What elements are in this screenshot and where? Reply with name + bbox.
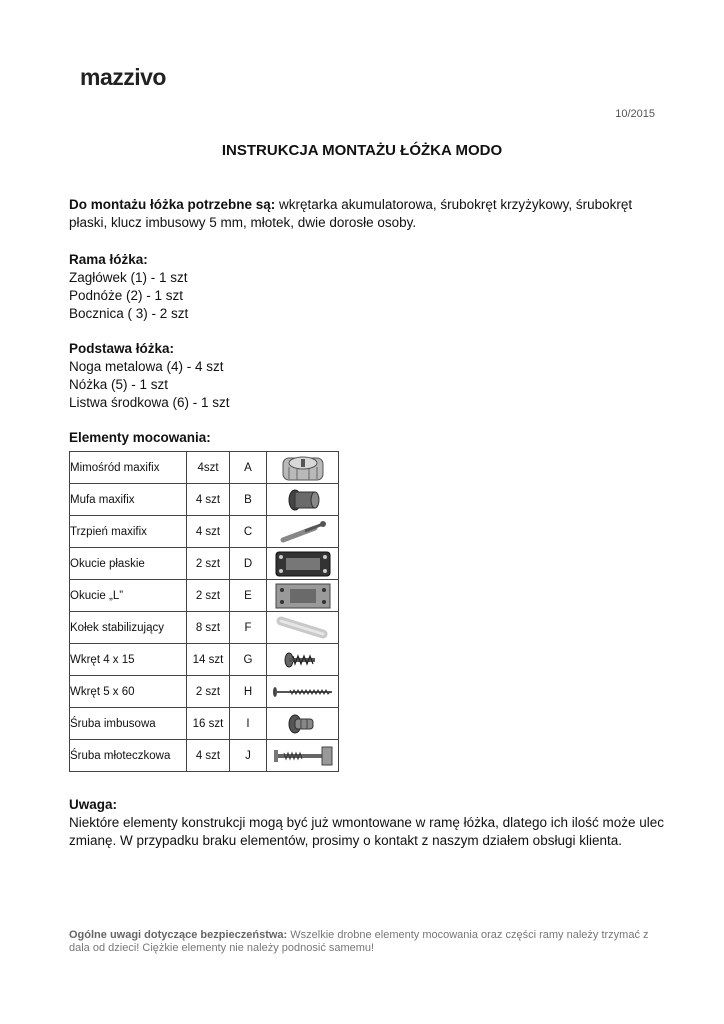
note-section	[69, 796, 669, 850]
part-code: B	[230, 484, 267, 516]
table-row	[70, 612, 339, 644]
short-screw-icon	[275, 648, 331, 672]
frame-section	[69, 251, 188, 323]
hex-bolt-icon	[275, 710, 331, 738]
base-item: Noga metalowa (4) - 4 szt	[69, 359, 224, 374]
brand-logo: mazzivo	[80, 64, 166, 90]
part-image	[267, 644, 339, 676]
part-quantity: 4 szt	[187, 484, 230, 516]
part-image	[267, 484, 339, 516]
part-name: Wkręt 4 x 15	[70, 644, 187, 676]
tools-label: Do montażu łóżka potrzebne są:	[69, 197, 276, 212]
part-code: G	[230, 644, 267, 676]
part-image	[267, 452, 339, 484]
part-image	[267, 676, 339, 708]
part-name: Kołek stabilizujący	[70, 612, 187, 644]
safety-label: Ogólne uwagi dotyczące bezpieczeństwa:	[69, 929, 288, 941]
safety-text: Wszelkie drobne elementy mocowania oraz części ramy należy trzymać z dala od dzieci! Ciężkie elementy nie należy podnosić samemu!	[69, 929, 649, 954]
part-quantity: 16 szt	[187, 708, 230, 740]
part-quantity: 8 szt	[187, 612, 230, 644]
long-screw-icon	[270, 681, 336, 703]
tools-paragraph	[69, 196, 639, 232]
fixings-heading: Elementy mocowania:	[69, 430, 211, 445]
part-name: Śruba młoteczkowa	[70, 740, 187, 772]
tools-text: wkrętarka akumulatorowa, śrubokręt krzyżykowy, śrubokręt płaski, klucz imbusowy 5 mm, młotek, dwie dorosłe osoby.	[69, 197, 633, 230]
base-heading: Podstawa łóżka:	[69, 341, 175, 356]
base-item: Nóżka (5) - 1 szt	[69, 377, 169, 392]
document-title: INSTRUKCJA MONTAŻU ŁÓŻKA MODO	[221, 142, 503, 159]
part-quantity: 4szt	[187, 452, 230, 484]
part-image	[267, 580, 339, 612]
table-row	[70, 644, 339, 676]
part-name: Wkręt 5 x 60	[70, 676, 187, 708]
part-quantity: 4 szt	[187, 740, 230, 772]
part-name: Mimośród maxifix	[70, 452, 187, 484]
part-quantity: 2 szt	[187, 676, 230, 708]
dowel-icon	[273, 614, 333, 642]
base-section	[69, 340, 230, 412]
table-row	[70, 516, 339, 548]
part-name: Śruba imbusowa	[70, 708, 187, 740]
part-quantity: 14 szt	[187, 644, 230, 676]
sleeve-icon	[275, 486, 331, 514]
note-heading: Uwaga:	[69, 797, 118, 812]
table-row	[70, 484, 339, 516]
fixings-table	[69, 451, 339, 772]
part-code: F	[230, 612, 267, 644]
part-image	[267, 612, 339, 644]
part-image	[267, 548, 339, 580]
part-code: J	[230, 740, 267, 772]
frame-heading: Rama łóżka:	[69, 252, 148, 267]
safety-footer	[69, 929, 659, 955]
part-quantity: 2 szt	[187, 548, 230, 580]
part-name: Mufa maxifix	[70, 484, 187, 516]
document-date: 10/2015	[615, 108, 655, 120]
part-code: D	[230, 548, 267, 580]
part-quantity: 2 szt	[187, 580, 230, 612]
part-name: Okucie płaskie	[70, 548, 187, 580]
part-code: I	[230, 708, 267, 740]
table-row	[70, 708, 339, 740]
part-code: H	[230, 676, 267, 708]
table-row	[70, 452, 339, 484]
part-image	[267, 740, 339, 772]
part-name: Okucie „L”	[70, 580, 187, 612]
part-code: E	[230, 580, 267, 612]
part-code: C	[230, 516, 267, 548]
part-image	[267, 516, 339, 548]
frame-item: Bocznica ( 3) - 2 szt	[69, 306, 189, 321]
table-row	[70, 676, 339, 708]
frame-item: Podnóże (2) - 1 szt	[69, 288, 184, 303]
hammer-bolt-icon	[270, 742, 336, 770]
cam-lock-icon	[275, 453, 331, 483]
part-name: Trzpień maxifix	[70, 516, 187, 548]
l-bracket-icon	[272, 581, 334, 611]
table-row	[70, 548, 339, 580]
frame-item: Zagłówek (1) - 1 szt	[69, 270, 188, 285]
part-quantity: 4 szt	[187, 516, 230, 548]
note-text: Niektóre elementy konstrukcji mogą być już wmontowane w ramę łóżka, dlatego ich ilość może ulec zmianę. W przypadku braku elementów, prosimy o kontakt z naszym działem obsługi klienta.	[69, 815, 665, 848]
part-code: A	[230, 452, 267, 484]
table-row	[70, 740, 339, 772]
table-row	[70, 580, 339, 612]
part-image	[267, 708, 339, 740]
flat-plate-icon	[272, 549, 334, 579]
base-item: Listwa środkowa (6) - 1 szt	[69, 395, 230, 410]
bolt-pin-icon	[275, 518, 331, 546]
